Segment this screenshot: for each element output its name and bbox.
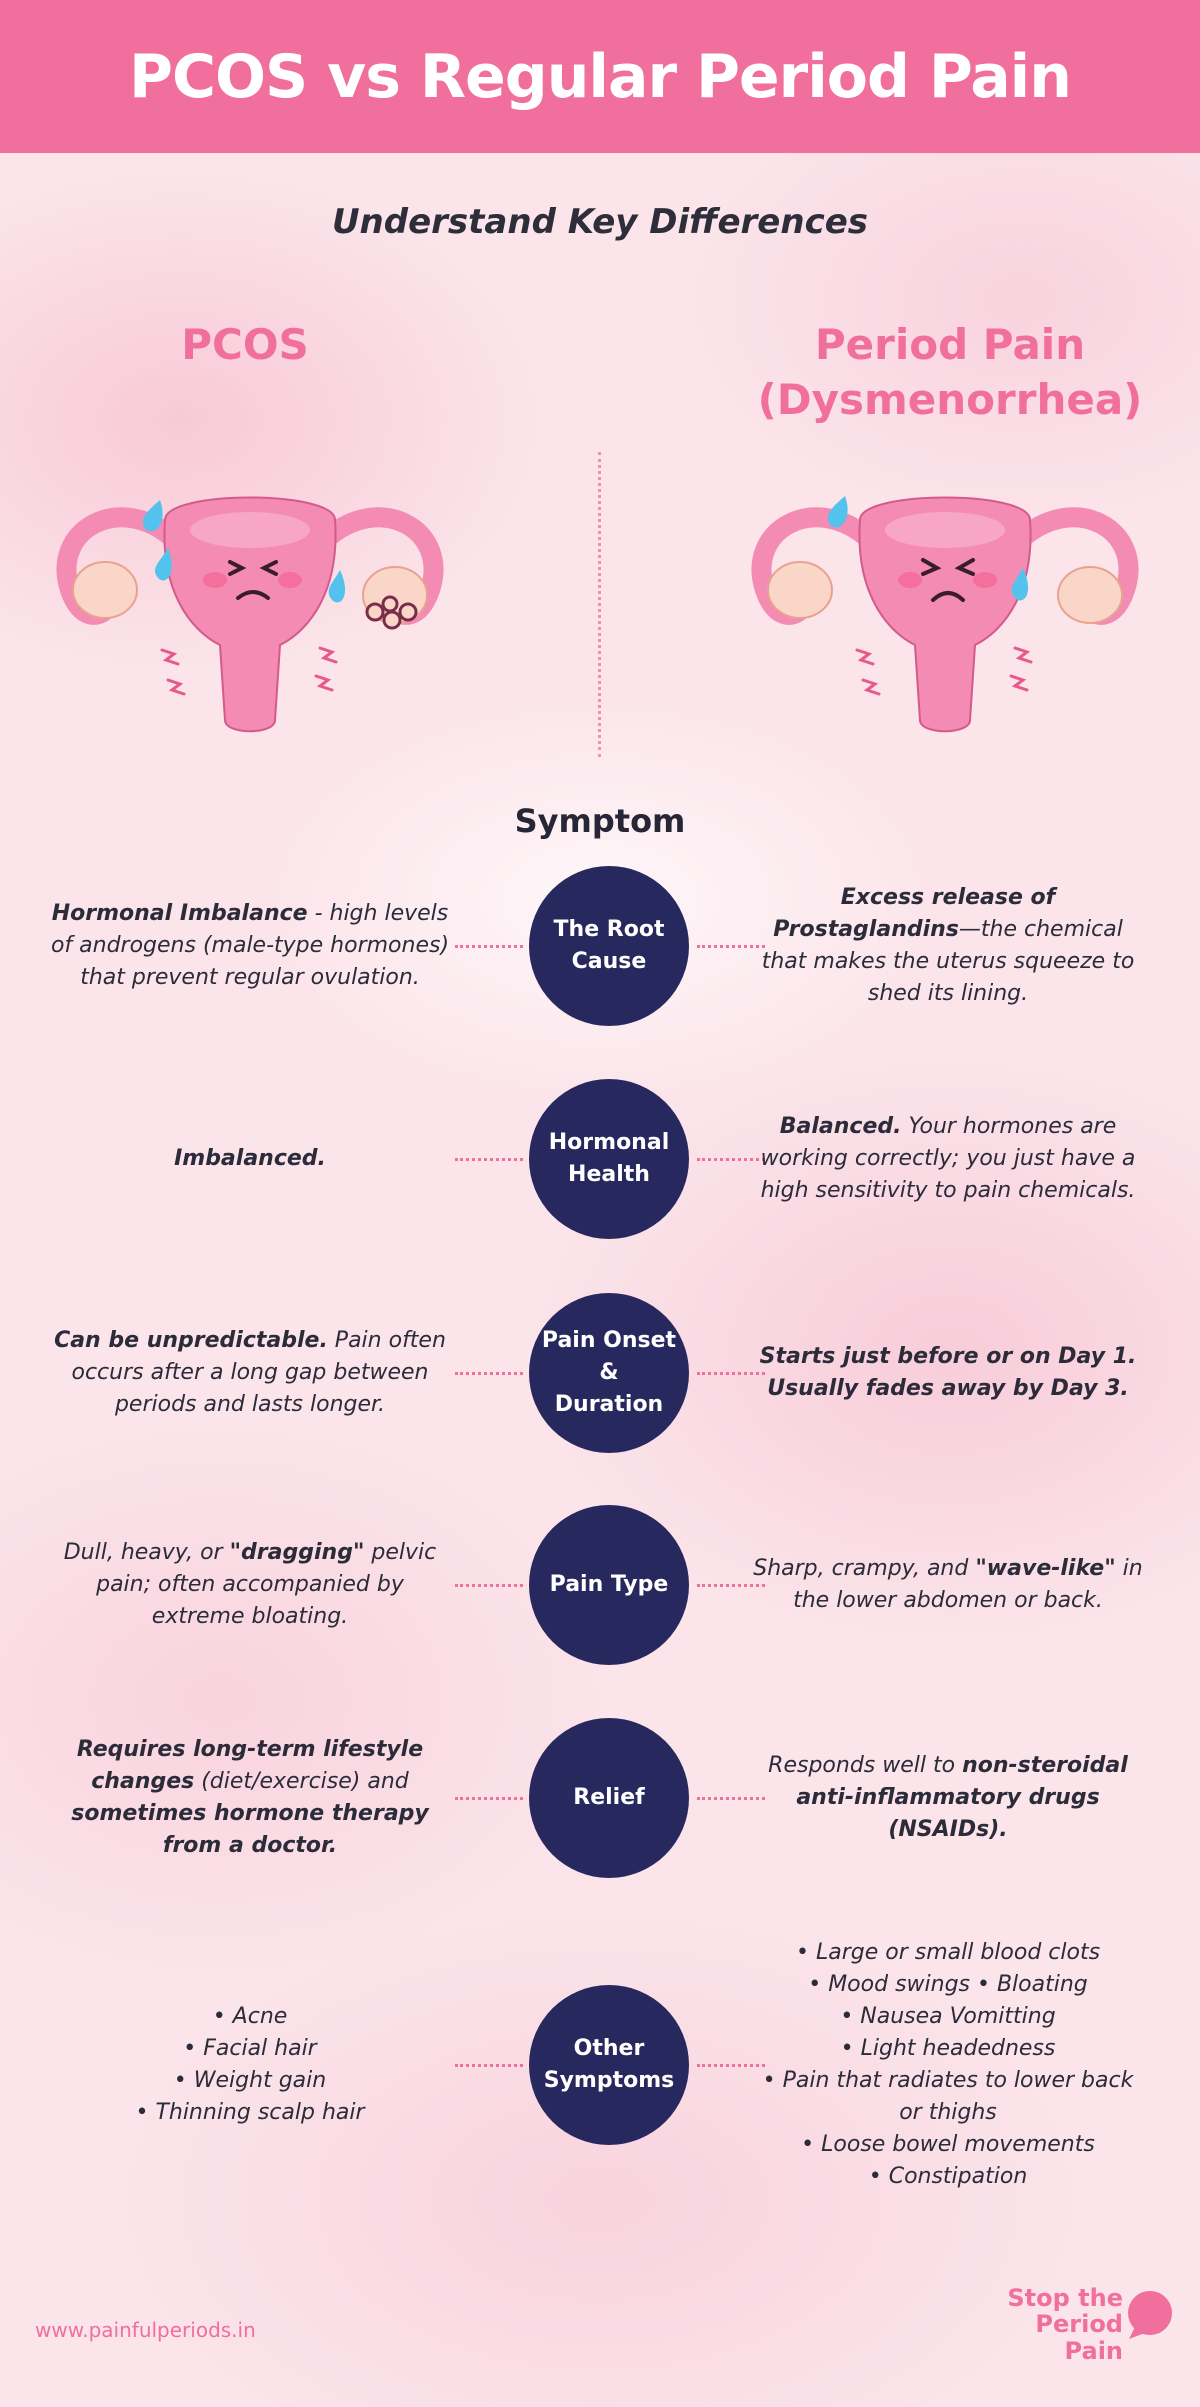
list-item: • Acne <box>135 2001 364 2033</box>
row-relief <box>0 1718 1200 1878</box>
list-item: • Nausea Vomitting <box>748 2001 1148 2033</box>
symptom-heading: Symptom <box>514 802 686 840</box>
pcos-relief-bold: Requires long-term lifestyle changes <box>76 1737 424 1795</box>
pcos-other-symptoms-list <box>50 1985 450 2145</box>
pcos-pain-type-detail: pelvic pain; often accompanied by extreme bloating. <box>96 1540 437 1629</box>
pcos-relief-mid: (diet/exercise) and <box>194 1769 409 1795</box>
speech-bubble-icon <box>1125 2289 1175 2341</box>
pcos-pain-type-pre: Dull, heavy, or <box>63 1540 230 1566</box>
left-connector <box>455 1584 523 1587</box>
circle-label-line: & <box>599 1360 619 1386</box>
period-relief-bold: non-steroidal anti-inflammatory drugs (NSAIDs). <box>796 1753 1128 1842</box>
pcos-onset-bold: Can be unpredictable. <box>54 1328 328 1354</box>
period-pain-title-line2: (Dysmenorrhea) <box>757 374 1143 424</box>
row-hormonal-health <box>0 1079 1200 1239</box>
period-root-cause-bold: Excess release of Prostaglandins <box>773 885 1056 943</box>
circle-label-line: Health <box>568 1162 650 1187</box>
left-connector <box>455 1158 523 1161</box>
circle-label-line: Pain Type <box>549 1572 669 1598</box>
symptom-circle-hormonal-health <box>529 1079 689 1239</box>
period-relief-text <box>748 1718 1148 1878</box>
circle-label-line: Cause <box>571 949 647 974</box>
period-pain-type-detail: in the lower abdomen or back. <box>793 1556 1143 1613</box>
period-hormonal-detail: Your hormones are working correctly; you just have a high sensitivity to pain chemicals. <box>760 1114 1136 1203</box>
pcos-onset-detail: Pain often occurs after a long gap between periods and lasts longer. <box>71 1328 446 1417</box>
left-connector <box>455 2064 523 2067</box>
period-pain-title-line1: Period Pain <box>814 320 1086 369</box>
brand-text <box>975 2285 1123 2364</box>
pcos-root-cause-bold: Hormonal Imbalance <box>51 901 308 927</box>
period-relief-pre: Responds well to <box>768 1753 963 1779</box>
period-pain-uterus-illustration-icon <box>745 470 1145 750</box>
row-root-cause <box>0 866 1200 1026</box>
row-pain-type <box>0 1505 1200 1665</box>
circle-label-line: Relief <box>573 1785 645 1811</box>
pcos-uterus-illustration-icon <box>50 470 450 750</box>
circle-label-line: Symptoms <box>543 2068 675 2093</box>
period-pain-column-title <box>720 318 1180 427</box>
subtitle: Understand Key Differences <box>331 202 869 242</box>
list-item: • Large or small blood clots <box>748 1937 1148 1969</box>
circle-label-line: Pain Onset <box>541 1328 677 1354</box>
period-hormonal-health-text <box>748 1079 1148 1239</box>
symptom-circle-other-symptoms <box>529 1985 689 2145</box>
list-item: • Loose bowel movements <box>748 2129 1148 2161</box>
list-item: • Mood swings • Bloating <box>748 1969 1148 2001</box>
period-pain-type-bold: "wave-like" <box>975 1556 1116 1582</box>
list-item: • Thinning scalp hair <box>135 2097 364 2129</box>
circle-label-line: Hormonal <box>548 1130 670 1156</box>
page-title: PCOS vs Regular Period Pain <box>129 41 1071 112</box>
pcos-pain-type-bold: "dragging" <box>229 1540 365 1566</box>
circle-label-line: Other <box>573 2036 645 2062</box>
left-connector <box>455 1372 523 1375</box>
row-pain-onset <box>0 1293 1200 1453</box>
symptom-circle-pain-type <box>529 1505 689 1665</box>
column-divider <box>598 452 601 757</box>
pcos-pain-onset-text <box>50 1293 450 1453</box>
pcos-column-title: PCOS <box>181 320 309 369</box>
period-hormonal-bold: Balanced. <box>779 1114 902 1140</box>
circle-label-line: Duration <box>554 1391 664 1417</box>
list-item: • Constipation <box>748 2161 1148 2193</box>
brand-line2: Period Pain <box>1035 2310 1123 2365</box>
pcos-pain-type-text <box>50 1505 450 1665</box>
symptom-circle-root-cause <box>529 866 689 1026</box>
brand-logo <box>975 2283 1175 2365</box>
period-root-cause-detail: —the chemical that makes the uterus squeeze to shed its lining. <box>761 917 1135 1006</box>
pcos-relief-bold2: sometimes hormone therapy from a doctor. <box>71 1801 429 1858</box>
left-connector <box>455 945 523 948</box>
list-item: • Pain that radiates to lower back or thighs <box>748 2065 1148 2129</box>
period-root-cause-text <box>748 866 1148 1026</box>
period-pain-onset-text <box>748 1293 1148 1453</box>
period-other-symptoms-list <box>748 1940 1148 2189</box>
pcos-hormonal-health-text <box>50 1079 450 1239</box>
symptom-circle-pain-onset <box>529 1293 689 1453</box>
pcos-root-cause-text <box>50 866 450 1026</box>
list-item: • Facial hair <box>135 2033 364 2065</box>
pcos-root-cause-detail: - high levels of androgens (male-type hormones) that prevent regular ovulation. <box>50 901 450 990</box>
pcos-hormonal-bold: Imbalanced. <box>174 1146 326 1172</box>
symptom-circle-relief <box>529 1718 689 1878</box>
pcos-relief-text <box>50 1718 450 1878</box>
list-item: • Light headedness <box>748 2033 1148 2065</box>
period-onset-bold: Starts just before or on Day 1. Usually fades away by Day 3. <box>759 1344 1137 1401</box>
left-connector <box>455 1797 523 1800</box>
row-other-symptoms <box>0 1940 1200 2189</box>
brand-line1: Stop the <box>1007 2284 1123 2312</box>
period-pain-type-pre: Sharp, crampy, and <box>753 1556 976 1582</box>
header-banner <box>0 0 1200 153</box>
circle-label-line: The Root <box>553 917 665 943</box>
website-url-link[interactable]: www.painfulperiods.in <box>35 2318 256 2342</box>
period-pain-type-text <box>748 1505 1148 1665</box>
list-item: • Weight gain <box>135 2065 364 2097</box>
